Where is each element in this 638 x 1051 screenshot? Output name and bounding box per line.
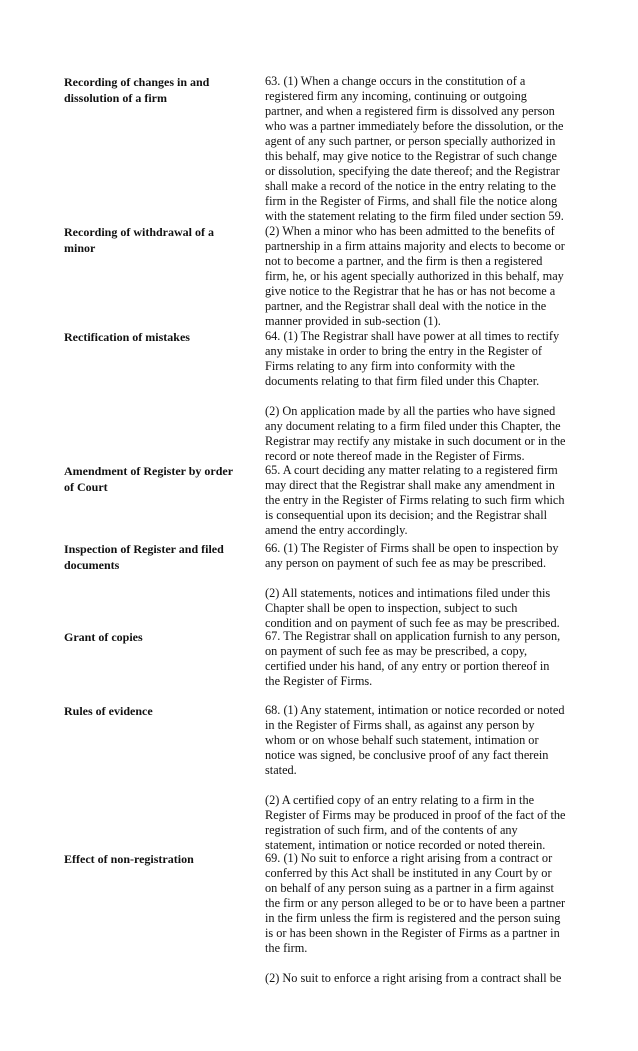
- section-heading: Rectification of mistakes: [64, 330, 190, 344]
- section-heading: Effect of non-registration: [64, 852, 194, 866]
- section-paragraph: 64. (1) The Registrar shall have power at all times to rectify any mistake in order to bring the entry in the Register of Firms relating to any firm into conformity with the documents relating to that firm filed under this Chapter.: [265, 329, 560, 388]
- section-paragraph: (2) When a minor who has been admitted to the benefits of partnership in a firm attains majority and elects to become or not to become a partner, and the firm is then a registered firm, he, or his agent specially authorized in this behalf, may give notice to the Registrar that he has or has not become a partner, and the Registrar shall deal with the notice in the manner provided in sub-section (1).: [265, 224, 565, 328]
- section-paragraph: (2) All statements, notices and intimations filed under this Chapter shall be open to inspection, subject to such condition and on payment of such fee as may be prescribed.: [265, 586, 560, 630]
- section-paragraph: 67. The Registrar shall on application furnish to any person, on payment of such fee as may be prescribed, a copy, certified under his hand, of any entry or portion thereof in the Register of Firms.: [265, 629, 561, 688]
- section-body: [265, 329, 603, 464]
- section-paragraph: (2) A certified copy of an entry relating to a firm in the Register of Firms may be produced in proof of the fact of the registration of such firm, and of the contents of any statement, intimation or notice recorded or noted therein.: [265, 793, 566, 852]
- section-paragraph: (2) On application made by all the parties who have signed any document relating to a firm filed under this Chapter, the Registrar may rectify any mistake in such document or in the record or note thereof made in the Register of Firms.: [265, 404, 566, 463]
- section-heading: Grant of copies: [64, 630, 143, 644]
- section-body: [265, 224, 603, 329]
- section-body: [265, 463, 603, 538]
- section-body: [265, 703, 603, 853]
- section-body: [265, 74, 603, 224]
- section-heading: Recording of withdrawal of a minor: [64, 225, 214, 255]
- section-paragraph: 66. (1) The Register of Firms shall be open to inspection by any person on payment of such fee as may be prescribed.: [265, 541, 559, 570]
- section-body: [265, 629, 603, 689]
- section-paragraph: 65. A court deciding any matter relating to a registered firm may direct that the Registrar shall make any amendment in the entry in the Register of Firms relating to such firm which is consequential upon its decision; and the Registrar shall amend the entry accordingly.: [265, 463, 565, 537]
- section-heading: Recording of changes in and dissolution of a firm: [64, 75, 210, 105]
- section-paragraph: (2) No suit to enforce a right arising from a contract shall be: [265, 971, 562, 985]
- section-body: [265, 541, 603, 631]
- section-paragraph: 69. (1) No suit to enforce a right arising from a contract or conferred by this Act shall be instituted in any Court by or on behalf of any person suing as a partner in a firm against the firm or any person alleged to be or to have been a partner in the firm unless the firm is registered and the person suing is or has been shown in the Register of Firms as a partner in the firm.: [265, 851, 566, 955]
- section-heading: Rules of evidence: [64, 704, 153, 718]
- section-heading: Amendment of Register by order of Court: [64, 464, 234, 494]
- section-body: [265, 851, 603, 986]
- section-heading: Inspection of Register and filed documents: [64, 542, 224, 572]
- section-paragraph: 63. (1) When a change occurs in the constitution of a registered firm any incoming, continuing or outgoing partner, and when a registered firm is dissolved any person who was a partner immediately before the dissolution, or the agent of any such partner, or person specially authorized in this behalf, may give notice to the Registrar of such change or dissolution, specifying the date thereof; and the Registrar shall make a record of the notice in the entry relating to the firm in the Register of Firms, and shall file the notice along with the statement relating to the firm filed under section 59.: [265, 74, 564, 223]
- section-paragraph: 68. (1) Any statement, intimation or notice recorded or noted in the Register of Firms shall, as against any person by whom or on whose behalf such statement, intimation or notice was signed, be conclusive proof of any fact therein stated.: [265, 703, 565, 777]
